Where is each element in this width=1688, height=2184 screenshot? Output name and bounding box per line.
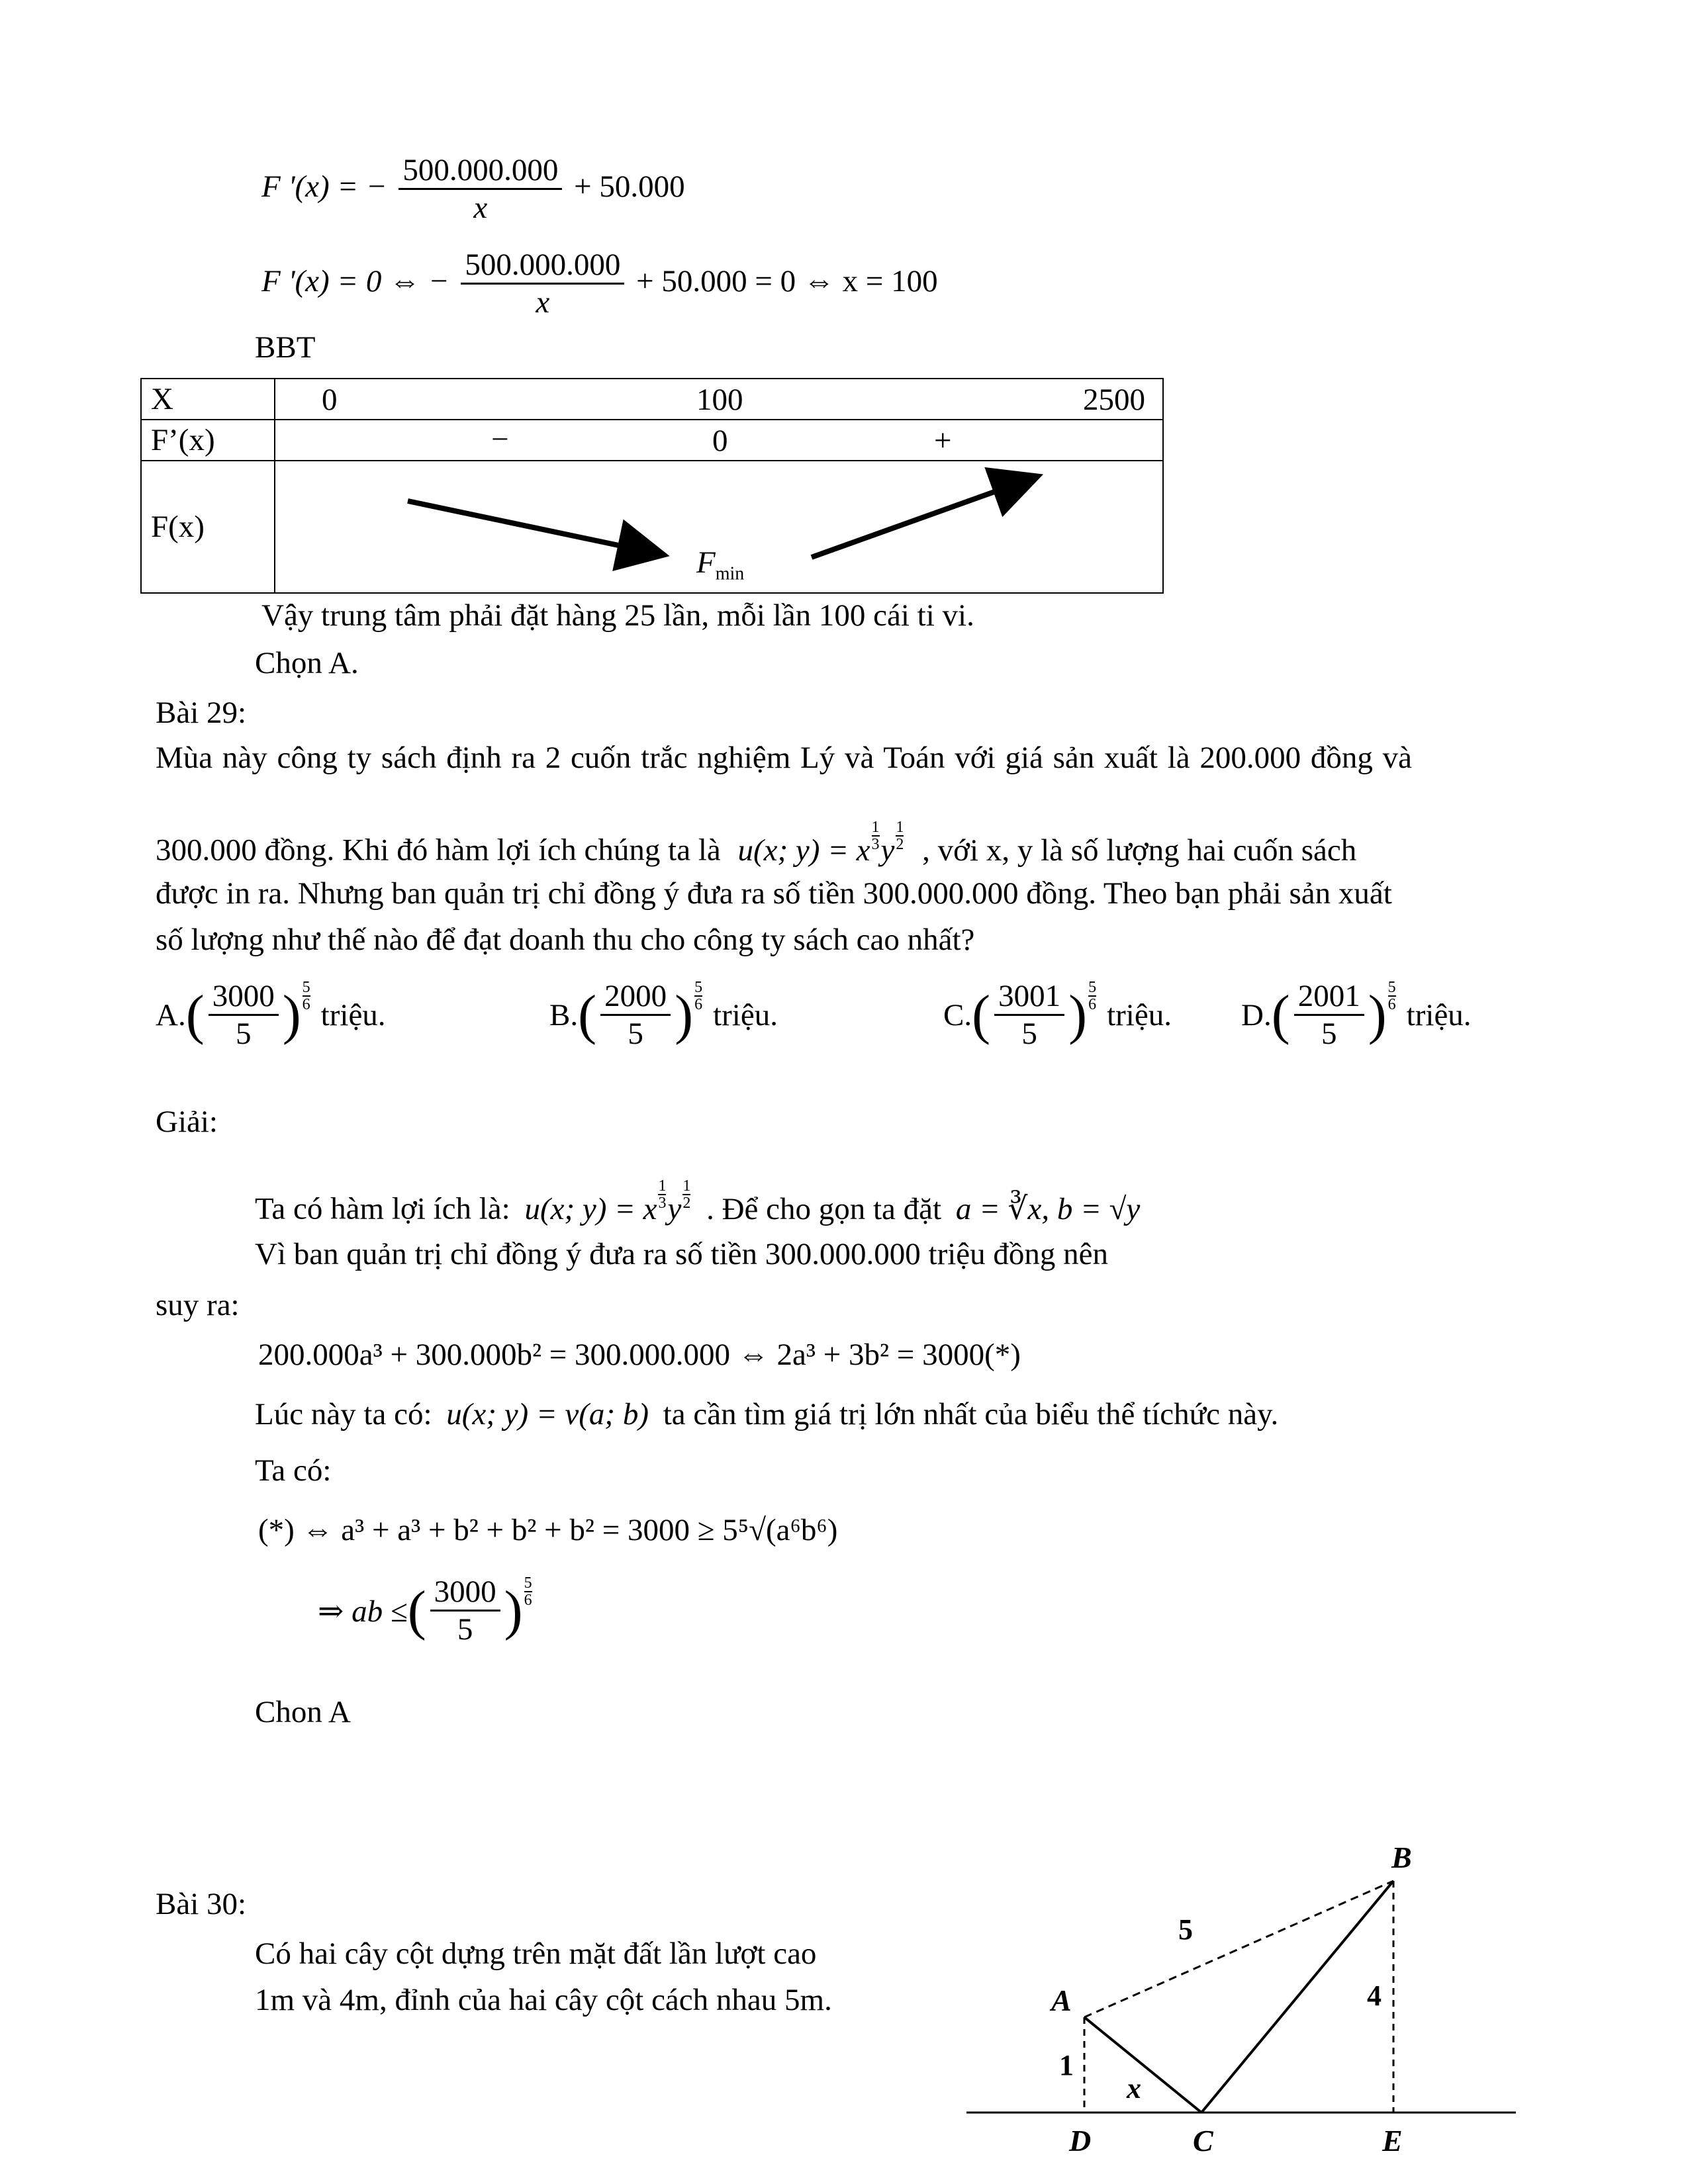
x-value-2500: 2500 [1083, 383, 1145, 417]
bai30-para-2: 1m và 4m, đỉnh của hai cây cột cách nhau 5m. [255, 1983, 832, 2017]
segment-ab [1084, 1881, 1393, 2017]
bai30-title: Bài 30: [156, 1887, 247, 1921]
bai29-title: Bài 29: [156, 696, 247, 730]
sign-zero: 0 [712, 424, 728, 458]
f2-fraction: $\frac{500.000.000}{x}$ [461, 248, 624, 320]
conclusion-text: Vậy trung tâm phải đặt hàng 25 lần, mỗi lần 100 cái ti vi. [261, 598, 974, 633]
point-c-label: C [1193, 2124, 1213, 2158]
sign-plus: + [934, 424, 952, 458]
solution-line-1: Ta có hàm lợi ích là: u(x; y) = x $\frac{1}{3}$ y $\frac{1}{2}$ . Để cho gọn ta đặt a = ∛x, b = √y [255, 1177, 1141, 1226]
bbt-title: BBT [255, 330, 316, 365]
table-row [141, 461, 1163, 593]
option-c[interactable]: C. ( $\frac{3001}{5}$ ) 5 6 triệu. [943, 979, 1172, 1051]
f2-rhs: + 50.000 = 0 ⇔ x = 100 [636, 264, 938, 299]
solution-line-7: (*) ⇔ a³ + a³ + b² + b² + b² = 3000 ≥ 5⁵√(a⁶b⁶) [258, 1513, 838, 1547]
solution-line-3: suy ra: [156, 1288, 240, 1322]
increasing-arrow [812, 478, 1033, 557]
row-fprime-label: F’(x) [141, 420, 275, 461]
solution-line-2: Vì ban quản trị chỉ đồng ý đưa ra số tiền 300.000.000 triệu đồng nên [255, 1237, 1109, 1271]
length-x-label: x [1127, 2072, 1141, 2105]
option-b[interactable]: B. ( $\frac{2000}{5}$ ) 5 6 triệu. [549, 979, 778, 1051]
point-b-label: B [1391, 1841, 1412, 1874]
point-e-label: E [1382, 2124, 1403, 2158]
bai29-para-4: số lượng như thế nào để đạt doanh thu cho công ty sách cao nhất? [156, 923, 975, 957]
solution-line-5: Lúc này ta có: u(x; y) = v(a; b) ta cần tìm giá trị lớn nhất của biểu thể tíchức này. [255, 1397, 1279, 1432]
decreasing-arrow [408, 501, 659, 554]
length-ab-label: 5 [1178, 1913, 1193, 1946]
formula-derivative-zero [261, 248, 938, 320]
point-d-label: D [1069, 2124, 1092, 2158]
solution-line-9: Chon A [255, 1695, 351, 1729]
fmin-label: $F_{min}$ [696, 545, 745, 584]
table-row [141, 420, 1163, 461]
option-d[interactable]: D. ( $\frac{2001}{5}$ ) 5 6 triệu. [1241, 979, 1472, 1051]
utility-function: u(x; y) = x [737, 833, 870, 868]
length-ad-label: 1 [1059, 2049, 1074, 2081]
bai29-para-3: được in ra. Nhưng ban quản trị chỉ đồng ý đưa ra số tiền 300.000.000 đồng. Theo bạn phải sản xuất [156, 876, 1392, 911]
solution-line-4: 200.000a³ + 300.000b² = 300.000.000 ⇔ 2a³ + 3b² = 3000(*) [258, 1338, 1021, 1372]
sign-minus: − [491, 422, 509, 457]
table-row [141, 379, 1163, 420]
geometry-figure [953, 1807, 1536, 2177]
point-a-label: A [1051, 1983, 1072, 2017]
f2-lhs: F '(x) = 0 ⇔ − [261, 264, 449, 299]
f1-fraction: $\frac{500.000.000}{x}$ [399, 154, 562, 226]
segment-ac [1084, 2017, 1201, 2113]
option-a[interactable]: A. ( $\frac{3000}{5}$ ) 5 6 triệu. [156, 979, 386, 1051]
segment-bc [1201, 1881, 1393, 2113]
variation-table [140, 378, 1164, 594]
x-value-100: 100 [696, 383, 743, 417]
solution-line-6: Ta có: [255, 1453, 332, 1488]
x-value-0: 0 [322, 383, 338, 417]
row-f-label: F(x) [141, 461, 275, 593]
f1-lhs: F '(x) = − [261, 169, 387, 205]
formula-derivative [261, 154, 685, 226]
length-be-label: 4 [1367, 1979, 1382, 2012]
bai29-para-1: Mùa này công ty sách định ra 2 cuốn trắc nghiệm Lý và Toán với giá sản xuất là 200.000 đồng và [156, 741, 1412, 775]
bai30-para-1: Có hai cây cột dựng trên mặt đất lần lượt cao [255, 1936, 817, 1971]
choose-answer: Chọn A. [255, 646, 359, 680]
solution-line-8: ⇒ ab ≤ ( $\frac{3000}{5}$ ) 5 6 [318, 1574, 532, 1647]
solution-title: Giải: [156, 1105, 218, 1139]
row-x-label: X [141, 379, 275, 420]
f1-rhs: + 50.000 [574, 169, 685, 205]
bai29-para-2: 300.000 đồng. Khi đó hàm lợi ích chúng ta là u(x; y) = x $\frac{1}{3}$ y $\frac{1}{2}$ , với x, y là số lượng hai cuốn sách [156, 819, 1357, 868]
